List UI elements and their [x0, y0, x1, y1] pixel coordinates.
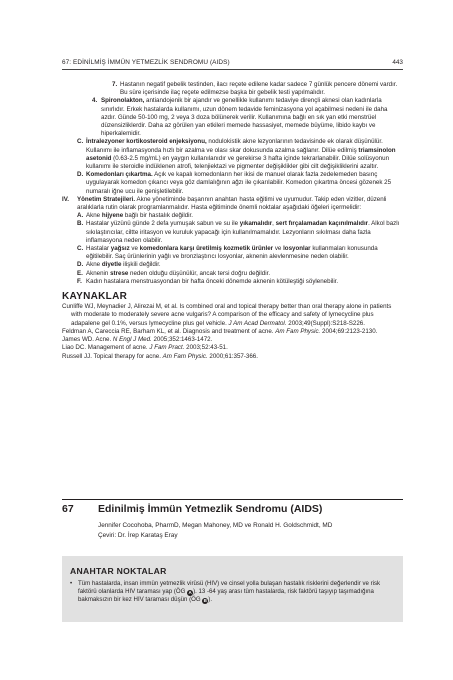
reference-text: Russell JJ. Topical therapy for acne. [62, 352, 163, 360]
chapter-authors: Jennifer Cocohoba, PharmD, Megan Mahoney, MD ve Ronald H. Goldschmidt, MD [98, 522, 333, 529]
reference-text: Cunliffe WJ, Meynadier J, Alirezai M, et al. Is combined oral and topical therapy better than oral therapy alone in patients with moderate to moderately severe acne vulgaris? A comparison of the efficacy and safety of lymecycline plus adapalene gel 0.1%, versus lymecycline plus gel vehicle. [62, 303, 392, 327]
chapter-rule [62, 499, 403, 500]
reference-text: 2003;49(Suppl):S218-S226. [286, 319, 365, 327]
education-list [62, 212, 403, 286]
key-point-text: Tüm hastalarda, insan immün yetmezlik virüsü (HIV) ve cinsel yolla bulaşan hastalık risklerini değerlendir ve risk faktörü olanlarda HIV taraması yap (ÖG [78, 580, 381, 596]
text-run: . Alkol bazlı sıkılaştırıcılar, ciltte iritasyon ve kuruluk yapacağı için kullanılmamalıdır. Lezyonların sıkılması daha fazla inflamasyona neden olabilir. [86, 220, 400, 244]
reference-text: 2004;69:2123-2130. [320, 327, 378, 335]
list-marker: A. [77, 212, 84, 220]
education-item [62, 270, 403, 278]
emphasis: diyetle [101, 261, 122, 269]
chapter-translator: Çeviri: Dr. İrep Karataş Eray [98, 532, 178, 539]
list-marker: 7. [112, 81, 118, 88]
running-header-title: 67: EDİNİLMİŞ İMMÜN YETMEZLİK SENDROMU (AIDS) [62, 59, 230, 66]
reference-item [62, 336, 403, 344]
education-item-text [86, 245, 403, 261]
list-item-text [86, 138, 403, 171]
text-run: ve [273, 245, 284, 253]
key-point-text: ). 13 -64 yaş arası tüm hastalarda, risk faktörü taşıyıp taşımadığına bakmaksızın bir kez HIV taraması düşün (ÖG [78, 588, 374, 604]
list-item-c [62, 138, 403, 171]
education-item-text [86, 261, 403, 269]
term-description: Açık ve kapalı komedonların her ikisi de manuel olarak fazla zedelemeden basınç uygulayarak komedon çıkarıcı veya göz damlalığının ağzı ile çıkarılabilir. Komedon çıkartma öncesi gözenek 25 numaralı iğne ucu ile genişletilebilir. [86, 171, 392, 195]
term: Spironolakton, [101, 97, 145, 105]
list-item-text: Hastanın negatif gebelik testinden, ilacı reçete edilene kadar sadece 7 günlük pencere dönemi vardır. Bu süre içerisinde ilaç reçete edilmezse başka bir gebelik testi yapılmalıdır. [120, 81, 398, 97]
reference-text: James WD. Acne. [62, 336, 113, 344]
page-number: 443 [392, 59, 403, 66]
list-marker: 4. [92, 97, 98, 105]
education-item-text [86, 278, 403, 286]
education-item [62, 220, 403, 245]
reference-text: Liao DC. Management of acne. [62, 344, 150, 352]
text-run: Kadın hastalara menstruasyondan bir hafta önceki dönemde aknenin kötüleştiği söylenebilir. [86, 277, 339, 285]
emphasis: strese [110, 269, 129, 277]
journal-name: Am Fam Physic. [275, 327, 321, 335]
section-title: Yönetim Stratejileri. [77, 195, 136, 203]
term-description: (0.63-2.5 mg/mL) en yaygın kullanılanıdır ve gerekirse 3 hafta içinde tekrarlanabilir. Dilüe solüsyonun kullanımı ile steroidle indüklenen atrofi, telenjiektazi ve pigmenter değişiklikler gibi cilt değişikliklerini azaltır. [86, 154, 390, 171]
emphasis: hijyene [101, 212, 124, 220]
list-marker: C. [77, 138, 84, 146]
journal-name: Am Fam Physic. [162, 352, 208, 360]
emphasis: yıkamalıdır [239, 220, 273, 228]
header-rule [62, 69, 403, 70]
text-run: Akne [86, 261, 102, 269]
education-item-text [86, 270, 403, 278]
key-point-item [70, 580, 396, 605]
references-heading: KAYNAKLAR [62, 291, 128, 303]
term: Komedonları çıkartma. [86, 171, 153, 179]
text-run: kullanmaları konusunda eğitilebilir. Saç ürünlerinin yağlı ve bronzlaştırıcı losyonlar, aknenin alevlenmesine neden olabilir. [86, 245, 378, 261]
reference-text: Feldman A, Careccia RE, Barham KL, et al. Diagnosis and treatment of acne. [62, 327, 276, 335]
journal-name: J Am Acad Dermatol. [228, 319, 287, 327]
key-points-list [70, 580, 396, 605]
list-item-text [86, 171, 403, 196]
list-marker: F. [77, 277, 82, 285]
list-item-4 [62, 97, 403, 138]
chapter-number: 67 [62, 503, 74, 515]
body-text [62, 81, 403, 361]
list-marker: E. [77, 269, 83, 277]
education-item [62, 245, 403, 261]
education-item [62, 212, 403, 220]
evidence-grade-badge: B [203, 597, 207, 603]
emphasis: komedonlara karşı üretilmiş kozmetik ürünler [139, 245, 274, 253]
text-run: ve [129, 245, 140, 253]
list-marker: B. [77, 220, 84, 228]
text-run: neden olduğu düşünülür, ancak tersi doğru değildir. [128, 269, 271, 277]
text-run: , [272, 220, 276, 228]
section-text [77, 196, 403, 212]
reference-text: 2000;61:357-366. [207, 352, 258, 360]
education-item-text [86, 220, 403, 245]
text-run: Hastalar yüzünü günde 2 defa yumuşak sabun ve su ile [86, 220, 240, 228]
list-item-7 [62, 81, 403, 97]
list-item-text [101, 97, 403, 138]
list-marker: C. [77, 245, 84, 253]
education-item [62, 261, 403, 269]
text-run: Aknenin [86, 269, 111, 277]
education-item [62, 278, 403, 286]
key-points-heading: ANAHTAR NOKTALAR [70, 566, 167, 576]
emphasis: sert fırçalamadan kaçınılmalıdır [275, 220, 369, 228]
text-run: ilişkili değildir. [121, 261, 161, 269]
key-point-text: ). [208, 596, 213, 604]
reference-text: 2005;352:1463-1472. [151, 336, 213, 344]
chapter-title: Edinilmiş İmmün Yetmezlik Sendromu (AIDS) [98, 503, 323, 515]
journal-name: J Fam Pract. [149, 344, 185, 352]
reference-item [62, 353, 403, 361]
text-run: bağlı bir hastalık değildir. [123, 212, 193, 220]
emphasis: yağsız [110, 245, 130, 253]
text-run: Akne [86, 212, 102, 220]
references-list [62, 303, 403, 360]
term-description: antiandojenik bir ajandır ve genellikle kullanımı tedaviye dirençli aknesi olan kadınlarla sınırlıdır. Erkek hastalarda kullanımı, uzun dönem tedavide feminizasyona yol açabilmesi nedeni ile daha azdır. Günde 50-100 mg, 2 veya 3 doza bölünerek verilir. Kullanımına bağlı en sık yan etki menstrüel düzensizliklerdir. Daha az görülen yan etkileri memede hassasiyet, memede büyüme, libido kaybı ve hiperkalemidir. [101, 97, 388, 138]
emphasis: losyonlar [283, 245, 311, 253]
reference-item [62, 344, 403, 352]
list-marker: D. [77, 261, 84, 269]
reference-item [62, 328, 403, 336]
chapter-credits [98, 521, 398, 541]
section-description: Akne yönetiminde başarının anahtarı hasta eğitimi ve uyumudur. Takip eden vizitler, düzenli aralıklarla rutin olarak programlanmalıdır. Hasta eğitiminde önemli noktalar aşağıdaki öğeleri içermelidir: [77, 195, 387, 212]
list-item-d [62, 171, 403, 196]
reference-item [62, 303, 403, 328]
text-run: Hastalar [86, 245, 111, 253]
education-item-text [86, 212, 403, 220]
evidence-grade-badge: A [188, 589, 192, 595]
section-iv [62, 196, 403, 212]
reference-text: 2003;52:43-51. [184, 344, 228, 352]
key-points-box [62, 556, 403, 622]
term-description: nodulokistik akne lezyonlarının tedavisinde ek olarak düşünülür. Kullanımı ile inflamasyonda hızlı bir azalma ve olası skar dokusunda azalma sağlanır. Dilüe edilmiş [86, 138, 383, 154]
term: İntralezyoner kortikosteroid enjeksiyonu, [86, 138, 207, 146]
drug-name: triamsinolon asetonid [86, 146, 396, 162]
section-marker: IV. [62, 195, 69, 203]
list-marker: D. [77, 171, 84, 179]
journal-name: N Engl J Med. [112, 336, 152, 344]
bullet-icon: • [70, 580, 73, 587]
